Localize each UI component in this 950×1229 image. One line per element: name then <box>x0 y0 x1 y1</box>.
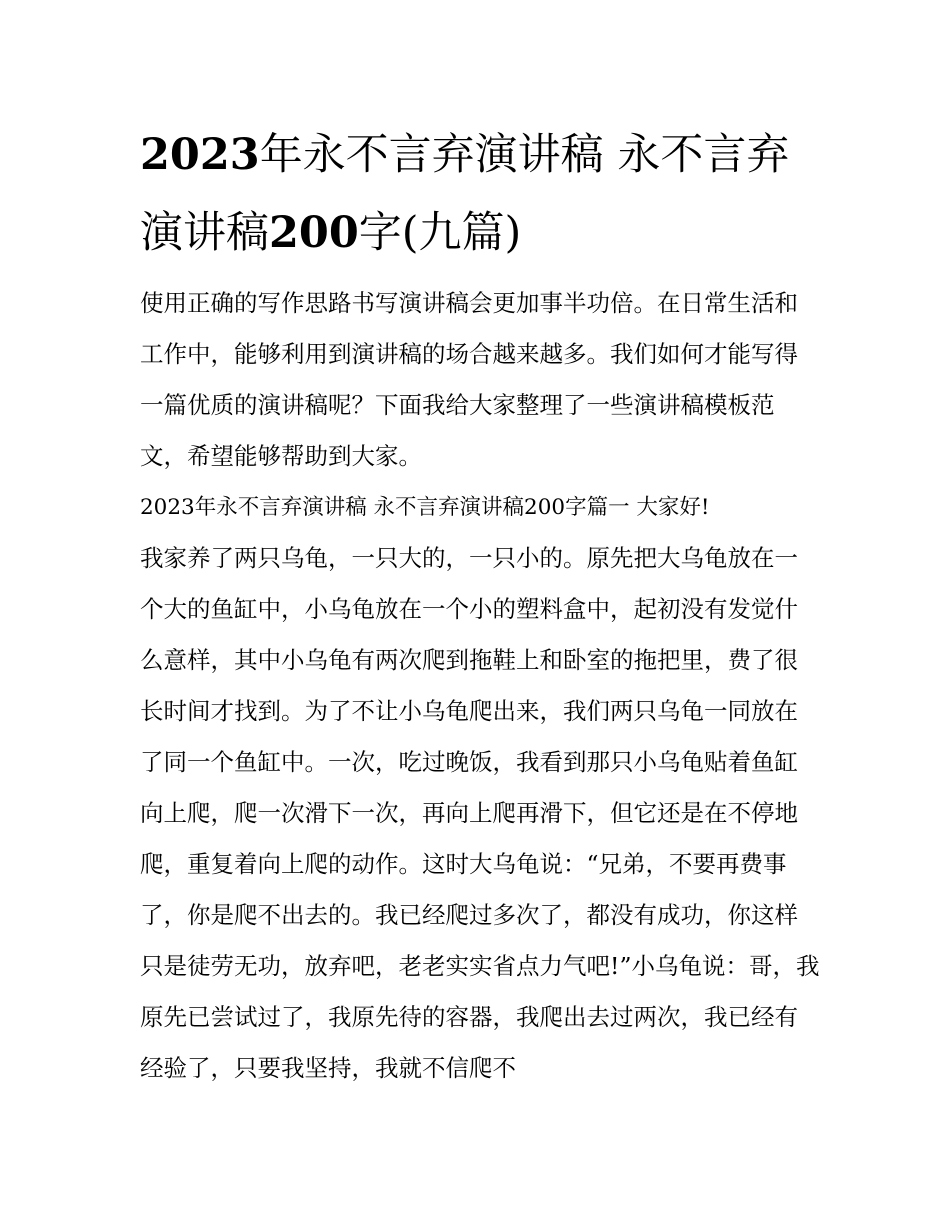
section-heading: 2023年永不言弃演讲稿 永不言弃演讲稿200字篇一 大家好! <box>140 495 710 520</box>
title-year: 2023 <box>140 130 260 180</box>
document-title <box>140 116 820 272</box>
title-number: 200 <box>269 208 359 258</box>
body-paragraph: 我家养了两只乌龟，一只大的，一只小的。原先把大乌龟放在一个大的鱼缸中，小乌龟放在一个小的塑料盒中，起初没有发觉什么意样，其中小乌龟有两次爬到拖鞋上和卧室的拖把里，费了很长时间才找到。为了不让小乌龟爬出来，我们两只乌龟一同放在了同一个鱼缸中。一次，吃过晚饭，我看到那只小乌龟贴着鱼缸向上爬，爬一次滑下一次，再向上爬再滑下，但它还是在不停地爬，重复着向上爬的动作。这时大乌龟说：“兄弟，不要再费事了，你是爬不出去的。我已经爬过多次了，都没有成功，你这样只是徒劳无功，放弃吧，老老实实省点力气吧!”小乌龟说：哥，我原先已尝试过了，我原先待的容器，我爬出去过两次，我已经有经验了，只要我坚持，我就不信爬不 <box>140 544 820 1082</box>
title-text: 年永不言弃演讲稿 永不言弃演讲稿 <box>140 130 790 258</box>
title-suffix: 字(九篇) <box>358 208 522 258</box>
intro-paragraph: 使用正确的写作思路书写演讲稿会更加事半功倍。在日常生活和工作中，能够利用到演讲稿的场合越来越多。我们如何才能写得一篇优质的演讲稿呢？下面我给大家整理了一些演讲稿模板范文，希望能够帮助到大家。 <box>140 289 798 470</box>
